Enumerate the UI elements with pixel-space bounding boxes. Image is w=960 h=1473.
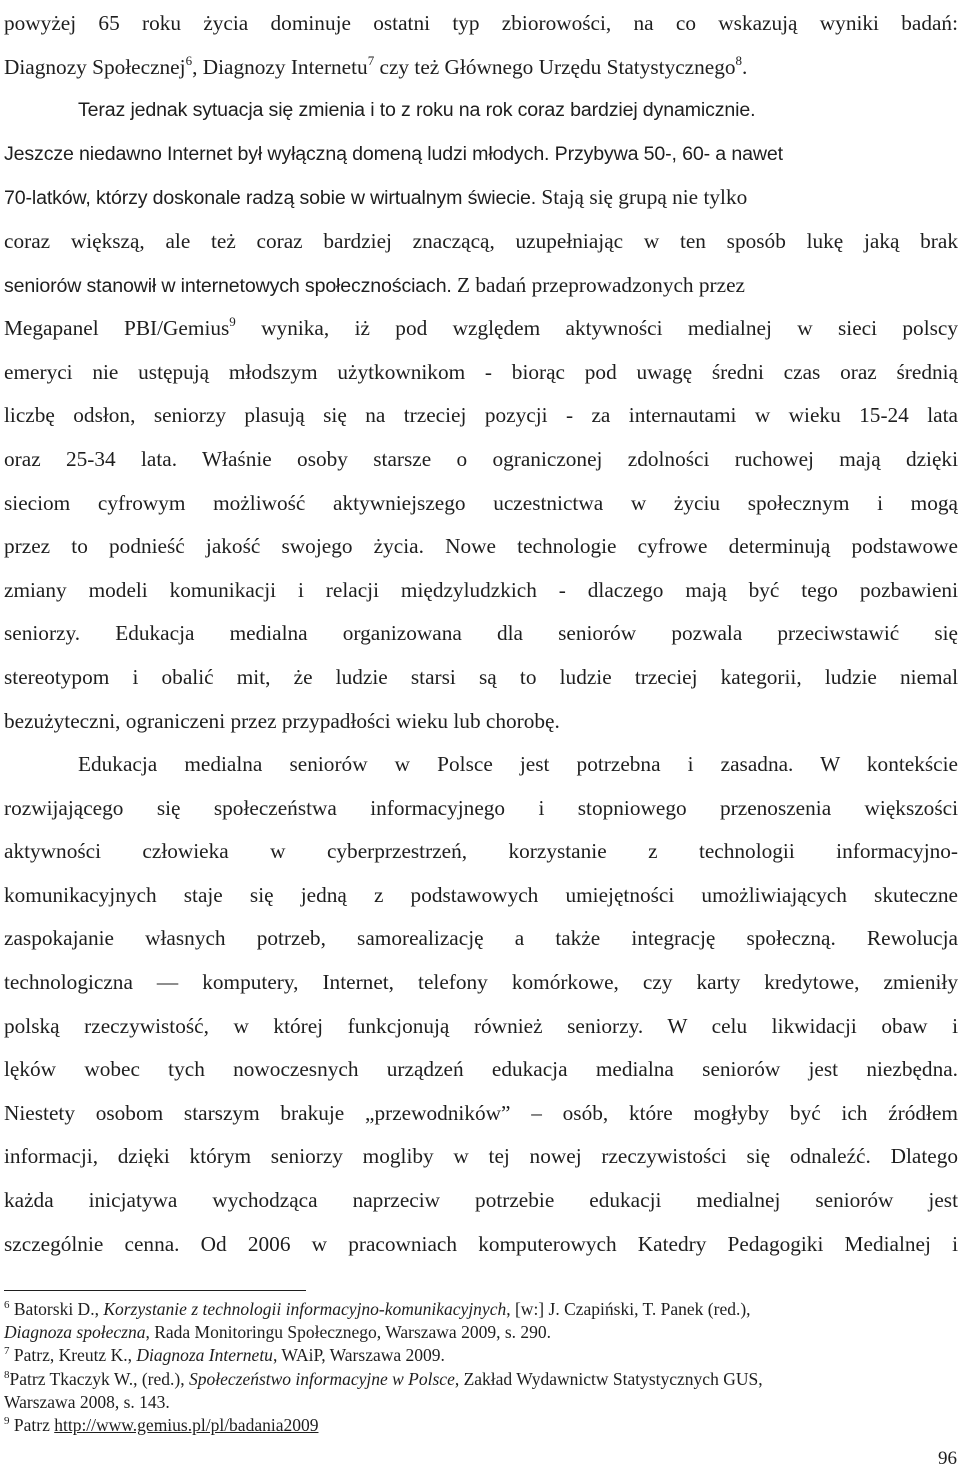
italic-title: Diagnoza społeczna [4,1322,146,1343]
text-segment: Edukacja medialna seniorów w Polsce jest potrzebna i zasadna. W kontekście [78,752,958,777]
italic-title: Korzystanie z technologii informacyjno-komunikacyjnych [103,1299,507,1319]
text-line [4,1005,958,1049]
text-segment: zaspokajanie własnych potrzeb, samorealizację a także integrację społeczną. Rewolucja [4,926,958,951]
footnote-ref-9: 9 [229,314,236,330]
footnote-separator [4,1290,306,1291]
text-line [4,46,958,90]
text-line [4,656,958,700]
gemius-link[interactable]: http://www.gemius.pl/pl/badania2009 [54,1414,319,1435]
footnotes [4,1298,958,1437]
text-segment: Warszawa 2008, s. 143. [4,1391,170,1412]
text-line [4,89,958,133]
text-segment: sieciom cyfrowym możliwość aktywniejszego uczestnictwa w życiu społecznym i mogą [4,490,958,515]
text-segment: Niestety osobom starszym brakuje „przewodników” – osób, które mogłyby być ich źródłem [4,1100,958,1125]
footnote-8 [4,1368,958,1391]
text-segment: Patrz Tkaczyk W., (red.), [9,1368,189,1389]
footnote-ref-6: 6 [185,52,193,68]
text-line [4,1179,958,1223]
footnote-9 [4,1414,958,1437]
page-number: 96 [938,1448,957,1469]
text-line [4,438,958,482]
text-line [4,525,958,569]
text-line [4,1223,958,1267]
italic-title: Diagnoza Internetu [136,1345,273,1366]
text-segment: , Diagnozy Internetu [192,54,368,79]
text-segment: czy też Głównego Urzędu Statystycznego [374,54,736,79]
text-segment: Teraz jednak sytuacja się zmienia i to z roku na rok coraz bardziej dynamicznie. [78,99,756,122]
text-line [4,394,958,438]
text-segment: liczbę odsłon, seniorzy plasują się na trzeciej pozycji - za internautami w wieku 15-24 lata [4,403,958,428]
text-segment: Patrz [9,1414,55,1435]
text-segment: powyżej 65 roku życia dominuje ostatni typ zbiorowości, na co wskazują wyniki badań: [4,11,958,35]
text-segment: zmiany modeli komunikacji i relacji międzyludzkich - dlaczego mają być tego pozbawieni [4,577,958,602]
text-segment: Z badań przeprowadzonych przez [451,272,746,297]
text-segment: emeryci nie ustępują młodszym użytkownikom - biorąc pod uwagę średni czas oraz średnią [4,359,958,384]
footnote-number: 9 [4,1414,10,1427]
text-line [4,133,958,177]
text-segment: informacji, dzięki którym seniorzy mogliby w tej nowej rzeczywistości się odnaleźć. Dlatego [4,1144,958,1169]
text-segment: oraz 25-34 lata. Właśnie osoby starsze o ograniczonej zdolności ruchowej mają dzięki [4,446,958,471]
text-segment: Jeszcze niedawno Internet był wyłączną domeną ludzi młodych. Przybywa 50-, 60- a nawet [4,142,783,165]
text-line [4,220,958,264]
text-segment: Stają się grupą nie tylko [536,185,748,210]
text-segment: stereotypom i obalić mit, że ludzie starsi są to ludzie trzeciej kategorii, ludzie niemal [4,664,958,689]
text-segment: seniorów stanowił w internetowych społecznościach. [4,274,452,297]
footnote-ref-7: 7 [367,52,375,68]
text-segment: rozwijającego się społeczeństwa informacyjnego i stopniowego przenoszenia większości [4,795,958,820]
text-segment: . [742,54,748,79]
text-segment: , WAiP, Warszawa 2009. [272,1345,445,1366]
text-segment: technologiczna — komputery, Internet, telefony komórkowe, czy karty kredytowe, zmieniły [4,970,958,995]
text-line [4,307,958,351]
text-line [4,482,958,526]
text-segment: komunikacyjnych staje się jedną z podstawowych umiejętności umożliwiających skuteczne [4,882,958,907]
text-line [4,264,958,308]
footnote-number: 8 [4,1368,10,1381]
text-segment: polską rzeczywistość, w której funkcjonują również seniorzy. W celu likwidacji obaw i [4,1013,958,1038]
text-line [4,830,958,874]
text-line [4,1092,958,1136]
text-segment: , Zakład Wydawnictw Statystycznych GUS, [454,1368,763,1389]
text-line [4,1048,958,1092]
text-segment: lęków wobec tych nowoczesnych urządzeń edukacja medialna seniorów jest niezbędna. [4,1057,958,1082]
text-line [4,700,958,744]
text-segment: każda inicjatywa wychodząca naprzeciw potrzebie edukacji medialnej seniorów jest [4,1188,958,1213]
text-line [4,961,958,1005]
text-line [4,176,958,220]
text-segment: , [w:] J. Czapiński, T. Panek (red.), [506,1299,751,1319]
text-line [4,612,958,656]
text-line [4,569,958,613]
text-line [4,2,958,46]
text-segment: aktywności człowieka w cyberprzestrzeń, korzystanie z technologii informacyjno- [4,839,958,864]
text-line [4,351,958,395]
text-segment: bezużyteczni, ograniczeni przez przypadłości wieku lub chorobę. [4,708,560,733]
text-line [4,787,958,831]
text-segment: seniorzy. Edukacja medialna organizowana dla seniorów pozwala przeciwstawić się [4,621,958,646]
body-text [4,2,958,1266]
text-segment: Patrz, Kreutz K., [9,1345,137,1366]
text-line [4,743,958,787]
footnote-number: 6 [4,1299,10,1311]
text-segment: Megapanel PBI/Gemius [4,316,230,341]
text-segment: Batorski D., [9,1299,104,1319]
text-segment: coraz większą, ale też coraz bardziej znaczącą, uzupełniając w ten sposób lukę jaką brak [4,228,958,253]
footnote-6 [4,1298,958,1321]
text-segment: Diagnozy Społecznej [4,54,186,79]
text-line [4,1135,958,1179]
text-segment: 70-latków, którzy doskonale radzą sobie w wirtualnym świecie. [4,187,537,210]
footnote-7 [4,1344,958,1367]
footnote-6-cont [4,1321,958,1344]
footnote-ref-8: 8 [735,52,743,68]
italic-title: Społeczeństwo informacyjne w Polsce [188,1368,455,1389]
footnote-8-cont [4,1391,958,1414]
text-line [4,917,958,961]
text-segment: , Rada Monitoringu Społecznego, Warszawa 2009, s. 290. [145,1322,552,1343]
text-segment: szczególnie cenna. Od 2006 w pracowniach komputerowych Katedry Pedagogiki Medialnej i [4,1231,958,1256]
text-line [4,874,958,918]
text-segment: przez to podnieść jakość swojego życia. Nowe technologie cyfrowe determinują podstawowe [4,534,958,559]
footnote-number: 7 [4,1345,10,1358]
text-segment: wynika, iż pod względem aktywności medialnej w sieci polscy [235,316,958,341]
